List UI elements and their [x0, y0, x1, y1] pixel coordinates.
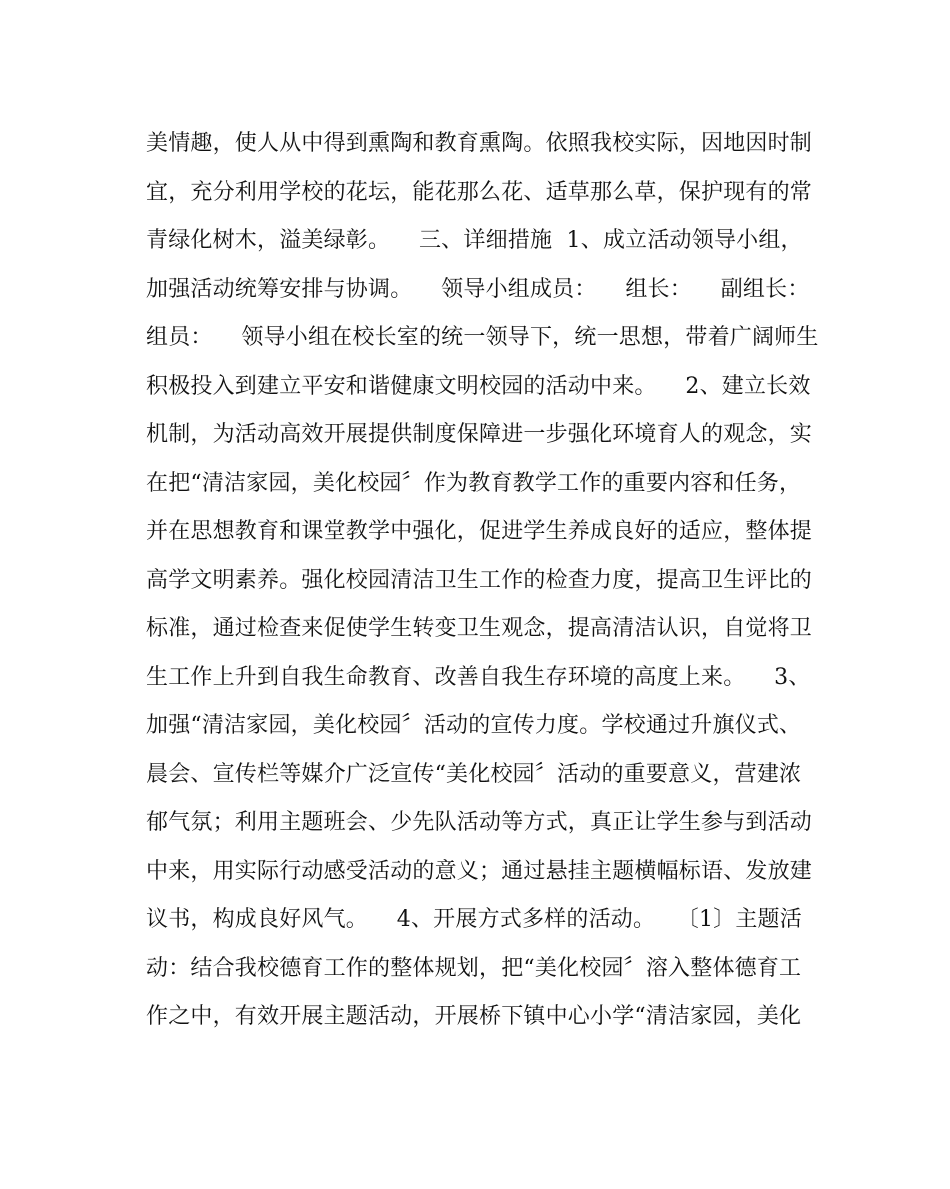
text-line: 并在思想教育和课堂教学中强化，促进学生养成良好的适应，整体提	[146, 519, 813, 544]
text-line: 议书，构成良好风气。 4、开展方式多样的活动。 〔1〕主题活	[146, 907, 802, 932]
text-line: 中来，用实际行动感受活动的意义；通过悬挂主题横幅标语、发放建	[146, 858, 813, 884]
text-line: 在把“清洁家园，美化校园〞作为教育教学工作的重要内容和任务，	[146, 470, 802, 496]
text-line: 高学文明素养。强化校园清洁卫生工作的检查力度，提高卫生评比的	[146, 567, 813, 593]
text-line: 加强活动统筹安排与协调。 领导小组成员： 组长： 副组长：	[146, 276, 810, 302]
text-line: 青绿化树木，溢美绿彰。 三、详细措施 1、成立活动领导小组，	[146, 228, 803, 253]
text-line: 机制，为活动高效开展提供制度保障进一步强化环境育人的观念，实	[146, 422, 813, 447]
text-line: 加强“清洁家园，美化校园〞活动的宣传力度。学校通过升旗仪式、	[146, 713, 802, 738]
body-text	[146, 120, 826, 1042]
text-line: 宜，充分利用学校的花坛，能花那么花、适草那么草，保护现有的常	[146, 179, 813, 205]
text-line: 美情趣，使人从中得到熏陶和教育熏陶。依照我校实际，因地因时制	[146, 131, 813, 156]
text-line: 动：结合我校德育工作的整体规划，把“美化校园〞溶入整体德育工	[146, 955, 802, 981]
text-line: 晨会、宣传栏等媒介广泛宣传“美化校园〞活动的重要意义，营建浓	[146, 761, 802, 787]
text-line: 郁气氛；利用主题班会、少先队活动等方式，真正让学生参与到活动	[146, 810, 813, 835]
text-line: 组员： 领导小组在校长室的统一领导下，统一思想，带着广阔师生	[146, 325, 819, 350]
text-line: 生工作上升到自我生命教育、改善自我生存环境的高度上来。 3、	[146, 664, 811, 690]
text-line: 作之中，有效开展主题活动，开展桥下镇中心小学“清洁家园，美化	[146, 1004, 802, 1029]
text-line: 标准，通过检查来促使学生转变卫生观念，提高清洁认识，自觉将卫	[146, 616, 813, 641]
text-line: 积极投入到建立平安和谐健康文明校园的活动中来。 2、建立长效	[146, 373, 811, 399]
